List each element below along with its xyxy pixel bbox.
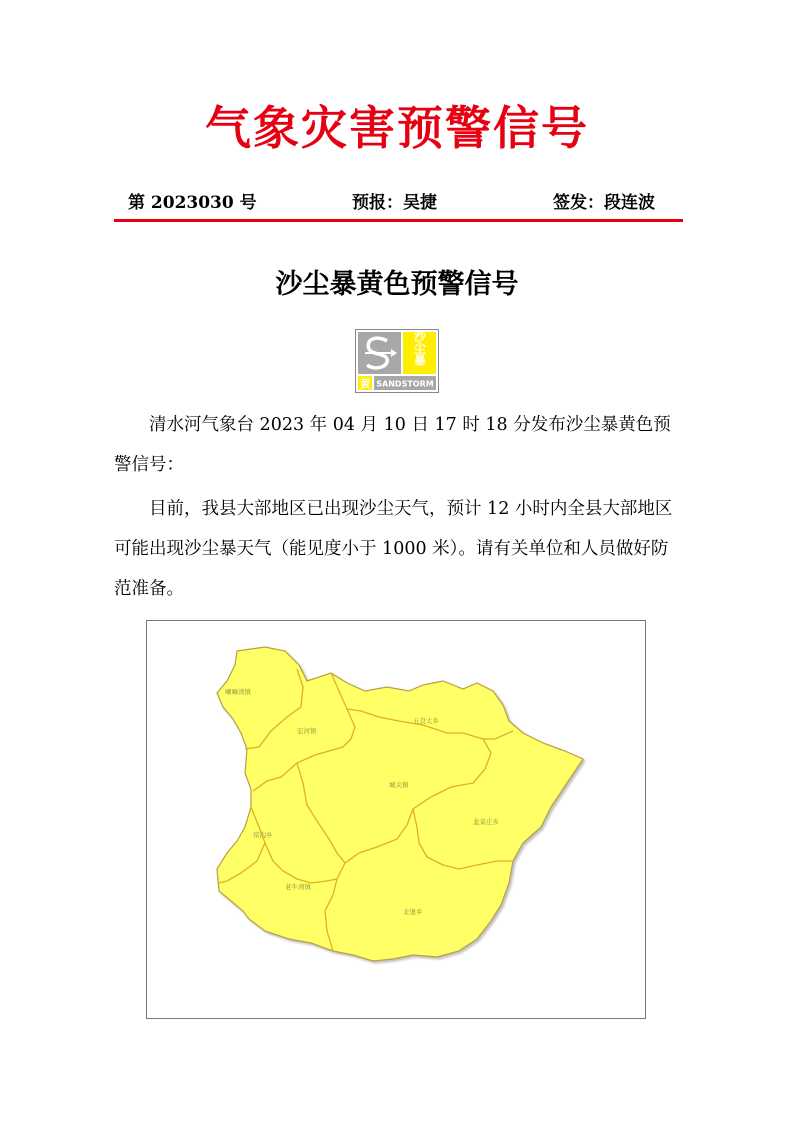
badge-level-char: 黄 — [359, 377, 371, 391]
header-divider — [114, 219, 683, 222]
map-label-wuliangtai: 五良太乡 — [413, 717, 439, 725]
forecaster: 预报：吴捷 — [352, 193, 437, 213]
map-label-lamawan: 喇嘛湾镇 — [225, 688, 251, 696]
map-label-beibao: 北堡乡 — [403, 908, 423, 916]
county-outline — [217, 647, 583, 961]
map-label-laoniuwan: 老牛湾镇 — [285, 883, 311, 891]
warning-area-map — [146, 620, 646, 1019]
issue-number: 第 2023030 号 — [128, 193, 257, 213]
warning-title: 沙尘暴黄色预警信号 — [275, 269, 519, 300]
map-label-honghe: 宏河镇 — [297, 727, 317, 735]
map-label-chengguan: 城关镇 — [389, 781, 409, 789]
paragraph-issue: 清水河气象台 2023 年 04 月 10 日 17 时 18 分发布沙尘暴黄色预警信号： — [114, 415, 671, 475]
map-label-yaogou: 窑沟乡 — [253, 831, 273, 839]
badge-name-chars: 沙尘暴 — [412, 330, 427, 366]
issuer: 签发：段连波 — [553, 193, 655, 213]
page-title: 气象灾害预警信号 — [205, 101, 589, 155]
paragraph-forecast: 目前，我县大部地区已出现沙尘天气，预计 12 小时内全县大部地区可能出现沙尘暴天气（能见度小于 1000 米）。请有关单位和人员做好防范准备。 — [114, 499, 673, 599]
map-label-jiucaizhuang: 韭菜庄乡 — [473, 818, 499, 826]
sandstorm-yellow-warning-icon — [355, 329, 439, 393]
badge-english: SANDSTORM — [376, 379, 434, 389]
